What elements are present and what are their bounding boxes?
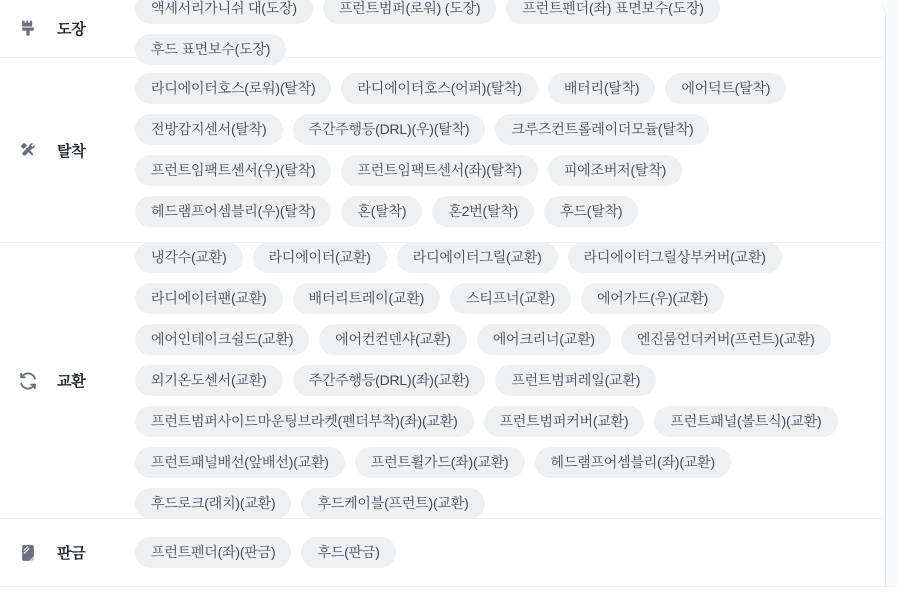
work-item-tag: 헤드램프어셈블리(좌)(교환)	[535, 447, 731, 478]
work-item-tag: 라디에이터호스(로워)(탈착)	[135, 73, 331, 104]
category-head	[0, 0, 135, 57]
work-item-tag: 혼(탈착)	[341, 196, 422, 227]
right-gutter	[886, 0, 897, 586]
work-item-tag: 후드(판금)	[301, 537, 395, 568]
work-item-tag: 프런트패널배선(앞배선)(교환)	[135, 447, 345, 478]
bottom-divider	[0, 586, 897, 598]
paintbrush-icon	[18, 19, 38, 39]
work-item-tag: 프런트범퍼레일(교환)	[495, 365, 656, 396]
work-item-tag: 에어가드(우)(교환)	[581, 283, 724, 314]
refresh-icon	[18, 371, 38, 391]
tag-list	[135, 519, 885, 586]
work-item-tag: 에어컨컨덴샤(교환)	[319, 324, 467, 355]
category-head	[0, 243, 135, 518]
category-label: 판금	[57, 545, 86, 562]
work-item-tag: 프런트펜더(좌)(판금)	[135, 537, 291, 568]
work-item-tag: 외기온도센서(교환)	[135, 365, 283, 396]
work-item-tag: 후드케이블(프런트)(교환)	[301, 488, 484, 519]
category-head	[0, 58, 135, 242]
work-item-tag: 헤드램프어셈블리(우)(탈착)	[135, 196, 331, 227]
work-item-tag: 프런트패널(볼트식)(교환)	[654, 406, 837, 437]
work-item-tag: 에어덕트(탈착)	[665, 73, 786, 104]
work-item-tag: 스티프너(교환)	[450, 283, 571, 314]
work-item-tag: 후드로크(래치)(교환)	[135, 488, 291, 519]
work-item-tag: 라디에이터호스(어퍼)(탈착)	[341, 73, 537, 104]
work-item-tag: 라디에이터팬(교환)	[135, 283, 283, 314]
work-item-tag: 액세서리가니쉬 대(도장)	[135, 0, 313, 24]
work-item-tag: 프런트펜더(좌) 표면보수(도장)	[506, 0, 719, 24]
wrench-screwdriver-icon	[18, 140, 38, 160]
work-item-tag: 냉각수(교환)	[135, 242, 243, 273]
work-item-tag: 후드 표면보수(도장)	[135, 34, 286, 65]
work-item-tag: 배터리(탈착)	[548, 73, 656, 104]
work-item-tag: 피에조버저(탈착)	[548, 155, 682, 186]
work-item-tag: 프런트임팩트센서(좌)(탈착)	[341, 155, 537, 186]
work-item-tag: 라디에이터그릴상부커버(교환)	[568, 242, 782, 273]
work-item-tag: 후드(탈착)	[544, 196, 638, 227]
work-item-tag: 크루즈컨트롤레이더모듈(탈착)	[495, 114, 709, 145]
work-item-tag: 프런트휠가드(좌)(교환)	[355, 447, 525, 478]
work-item-tag: 전방감지센서(탈착)	[135, 114, 283, 145]
work-item-tag: 라디에이터그릴(교환)	[397, 242, 558, 273]
work-item-tag: 프런트범퍼사이드마운팅브라켓(펜더부착)(좌)(교환)	[135, 406, 474, 437]
work-item-tag: 주간주행등(DRL)(좌)(교환)	[293, 365, 486, 396]
category-label: 탈착	[57, 142, 86, 160]
work-item-tag: 에어인테이크쉴드(교환)	[135, 324, 309, 355]
work-item-tag: 프런트임팩트센서(우)(탈착)	[135, 155, 331, 186]
category-label: 교환	[57, 373, 86, 390]
category-row	[0, 519, 885, 586]
work-item-tag: 에어크리너(교환)	[477, 324, 611, 355]
work-item-tag: 혼2번(탈착)	[432, 196, 534, 227]
work-item-tag: 엔진룸언더커버(프런트)(교환)	[621, 324, 831, 355]
category-row	[0, 0, 885, 58]
sheet-metal-icon	[18, 543, 38, 563]
category-row	[0, 243, 885, 519]
work-item-tag: 주간주행등(DRL)(우)(탈착)	[293, 114, 486, 145]
work-item-tag: 라디에이터(교환)	[253, 242, 387, 273]
category-head	[0, 519, 135, 586]
work-item-tag: 프런트범퍼커버(교환)	[484, 406, 645, 437]
work-item-tag: 배터리트레이(교환)	[293, 283, 441, 314]
tag-list	[135, 0, 885, 57]
category-label: 도장	[57, 21, 86, 38]
category-row	[0, 58, 885, 243]
tag-list	[135, 243, 885, 518]
tag-list	[135, 58, 885, 242]
work-item-tag: 프런트범퍼(로워) (도장)	[323, 0, 496, 24]
